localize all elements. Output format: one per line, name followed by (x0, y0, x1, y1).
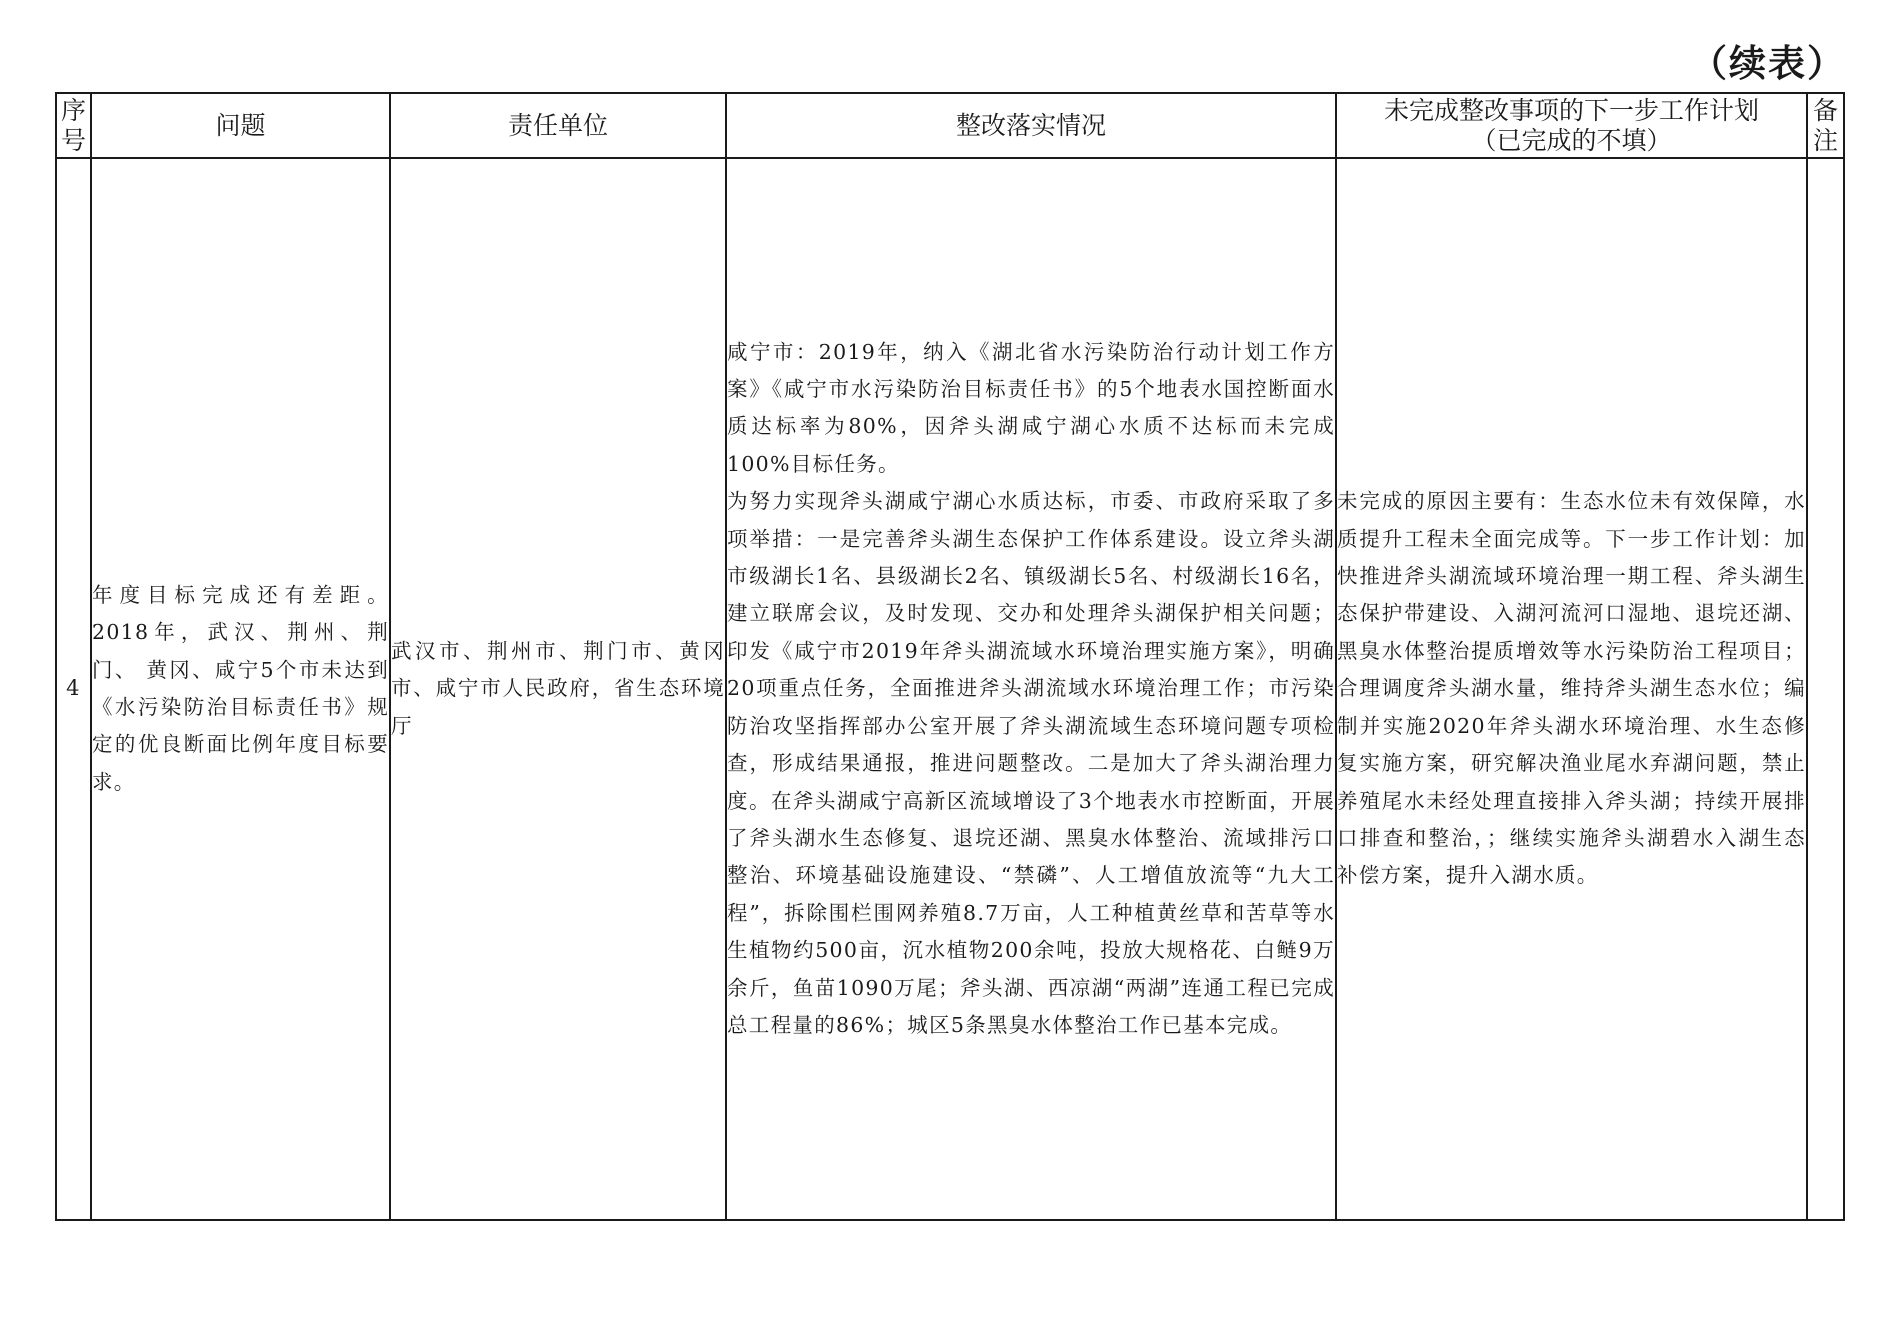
row-problem-cell: 年度目标完成还有差距。2018年，武汉、荆州、荆门、 黄冈、咸宁5个市未达到《水污染防治目标责任书》规定的优良断面比例年度目标要求。 (91, 158, 390, 1220)
progress-paragraph-1: 咸宁市：2019年，纳入《湖北省水污染防治行动计划工作方案》《咸宁市水污染防治目标责任书》的5个地表水国控断面水质达标率为80%，因斧头湖咸宁湖心水质不达标而未完成100%目标任务。 (727, 339, 1335, 476)
header-remark-char-2: 注 (1812, 125, 1838, 155)
row-next-plan-cell: 未完成的原因主要有：生态水位未有效保障，水质提升工程未全面完成等。下一步工作计划：加快推进斧头湖流域环境治理一期工程、斧头湖生态保护带建设、入湖河流河口湿地、退垸还湖、黑臭水体整治提质增效等水污染防治工程项目；合理调度斧头湖水量，维持斧头湖生态水位；编制并实施2020年斧头湖水环境治理、水生态修复实施方案，研究解决渔业尾水弃湖问题，禁止养殖尾水未经处理直接排入斧头湖；持续开展排口排查和整治，；继续实施斧头湖碧水入湖生态补偿方案，提升入湖水质。 (1336, 158, 1807, 1220)
continued-table-label: （续表） (1690, 41, 1846, 85)
header-next-plan (1336, 93, 1807, 158)
progress-paragraph-2: 为努力实现斧头湖咸宁湖心水质达标，市委、市政府采取了多项举措：一是完善斧头湖生态保护工作体系建设。设立斧头湖市级湖长1名、县级湖长2名、镇级湖长5名、村级湖长16名，建立联席会议，及时发现、交办和处理斧头湖保护相关问题；印发《咸宁市2019年斧头湖流域水环境治理实施方案》，明确20项重点任务，全面推进斧头湖流域水环境治理工作；市污染防治攻坚指挥部办公室开展了斧头湖流域生态环境问题专项检查，形成结果通报，推进问题整改。二是加大了斧头湖治理力度。在斧头湖咸宁高新区流域增设了3个地表水市控断面，开展了斧头湖水生态修复、退垸还湖、黑臭水体整治、流域排污口整治、环境基础设施建设、“禁磷”、人工增值放流等“九大工程”，拆除围栏围网养殖8.7万亩，人工种植黄丝草和苦草等水生植物约500亩，沉水植物200余吨，投放大规格花、白鲢9万余斤，鱼苗1090万尾；斧头湖、西凉湖“两湖”连通工程已完成总工程量的86%；城区5条黑臭水体整治工作已基本完成。 (727, 489, 1335, 1037)
row-remark-cell (1807, 158, 1844, 1220)
row-seq-cell: 4 (56, 158, 91, 1220)
header-responsible-unit: 责任单位 (390, 93, 726, 158)
header-rectification-progress: 整改落实情况 (726, 93, 1336, 158)
header-next-plan-line2: （已完成的不填） (1471, 125, 1672, 155)
table-header-row (56, 93, 1844, 158)
rectification-table (55, 92, 1845, 1221)
row-progress-cell (726, 158, 1336, 1220)
header-remark-char-1: 备 (1812, 95, 1838, 125)
header-next-plan-line1: 未完成整改事项的下一步工作计划 (1383, 95, 1759, 125)
header-seq (56, 93, 91, 158)
header-seq-char-1: 序 (60, 95, 86, 125)
row-responsible-unit-cell: 武汉市、荆州市、荆门市、黄冈市、咸宁市人民政府，省生态环境厅 (390, 158, 726, 1220)
header-remark (1807, 93, 1844, 158)
table-row (56, 158, 1844, 1220)
header-seq-char-2: 号 (60, 125, 86, 155)
header-problem: 问题 (91, 93, 390, 158)
